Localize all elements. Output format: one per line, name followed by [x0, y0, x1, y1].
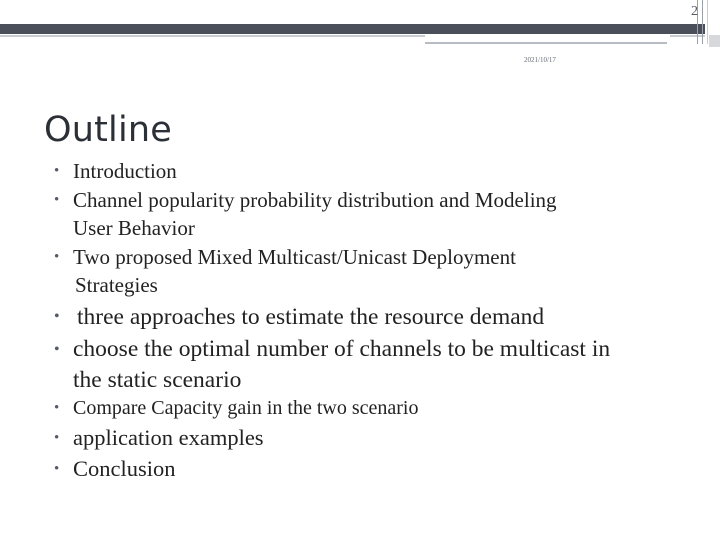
header-corner-block — [709, 35, 720, 47]
bullet-text: three approaches to estimate the resource demand — [77, 304, 545, 330]
bullet-text: Channel popularity probability distribution and Modeling User Behavior — [73, 188, 557, 240]
bullet-icon: • — [54, 163, 60, 179]
bullet-text: Two proposed Mixed Multicast/Unicast Deployment Strategies — [73, 245, 516, 297]
header-bar — [0, 24, 705, 34]
bullet-text: Compare Capacity gain in the two scenario — [73, 397, 419, 419]
bullet-icon: • — [54, 192, 60, 208]
bullet-icon: • — [54, 461, 60, 477]
bullet-icon: • — [54, 430, 60, 446]
bullet-icon: • — [54, 341, 60, 358]
bullet-text: Introduction — [73, 159, 177, 183]
bullet-text: Conclusion — [73, 456, 176, 481]
bullet-text: choose the optimal number of channels to be multicast in the static scenario — [73, 336, 611, 393]
bullet-icon: • — [54, 400, 60, 416]
header-gap — [425, 34, 670, 40]
bullet-icon: • — [54, 249, 60, 265]
header-vertical-line — [707, 0, 708, 44]
header-vertical-line — [702, 0, 703, 44]
bullet-text: application examples — [73, 425, 264, 450]
header-accent-line — [425, 42, 667, 44]
bullet-icon: • — [54, 308, 60, 325]
page-number: 2 — [691, 4, 698, 19]
slide-date: 2021/10/17 — [524, 56, 556, 64]
slide-title: Outline — [44, 110, 173, 150]
